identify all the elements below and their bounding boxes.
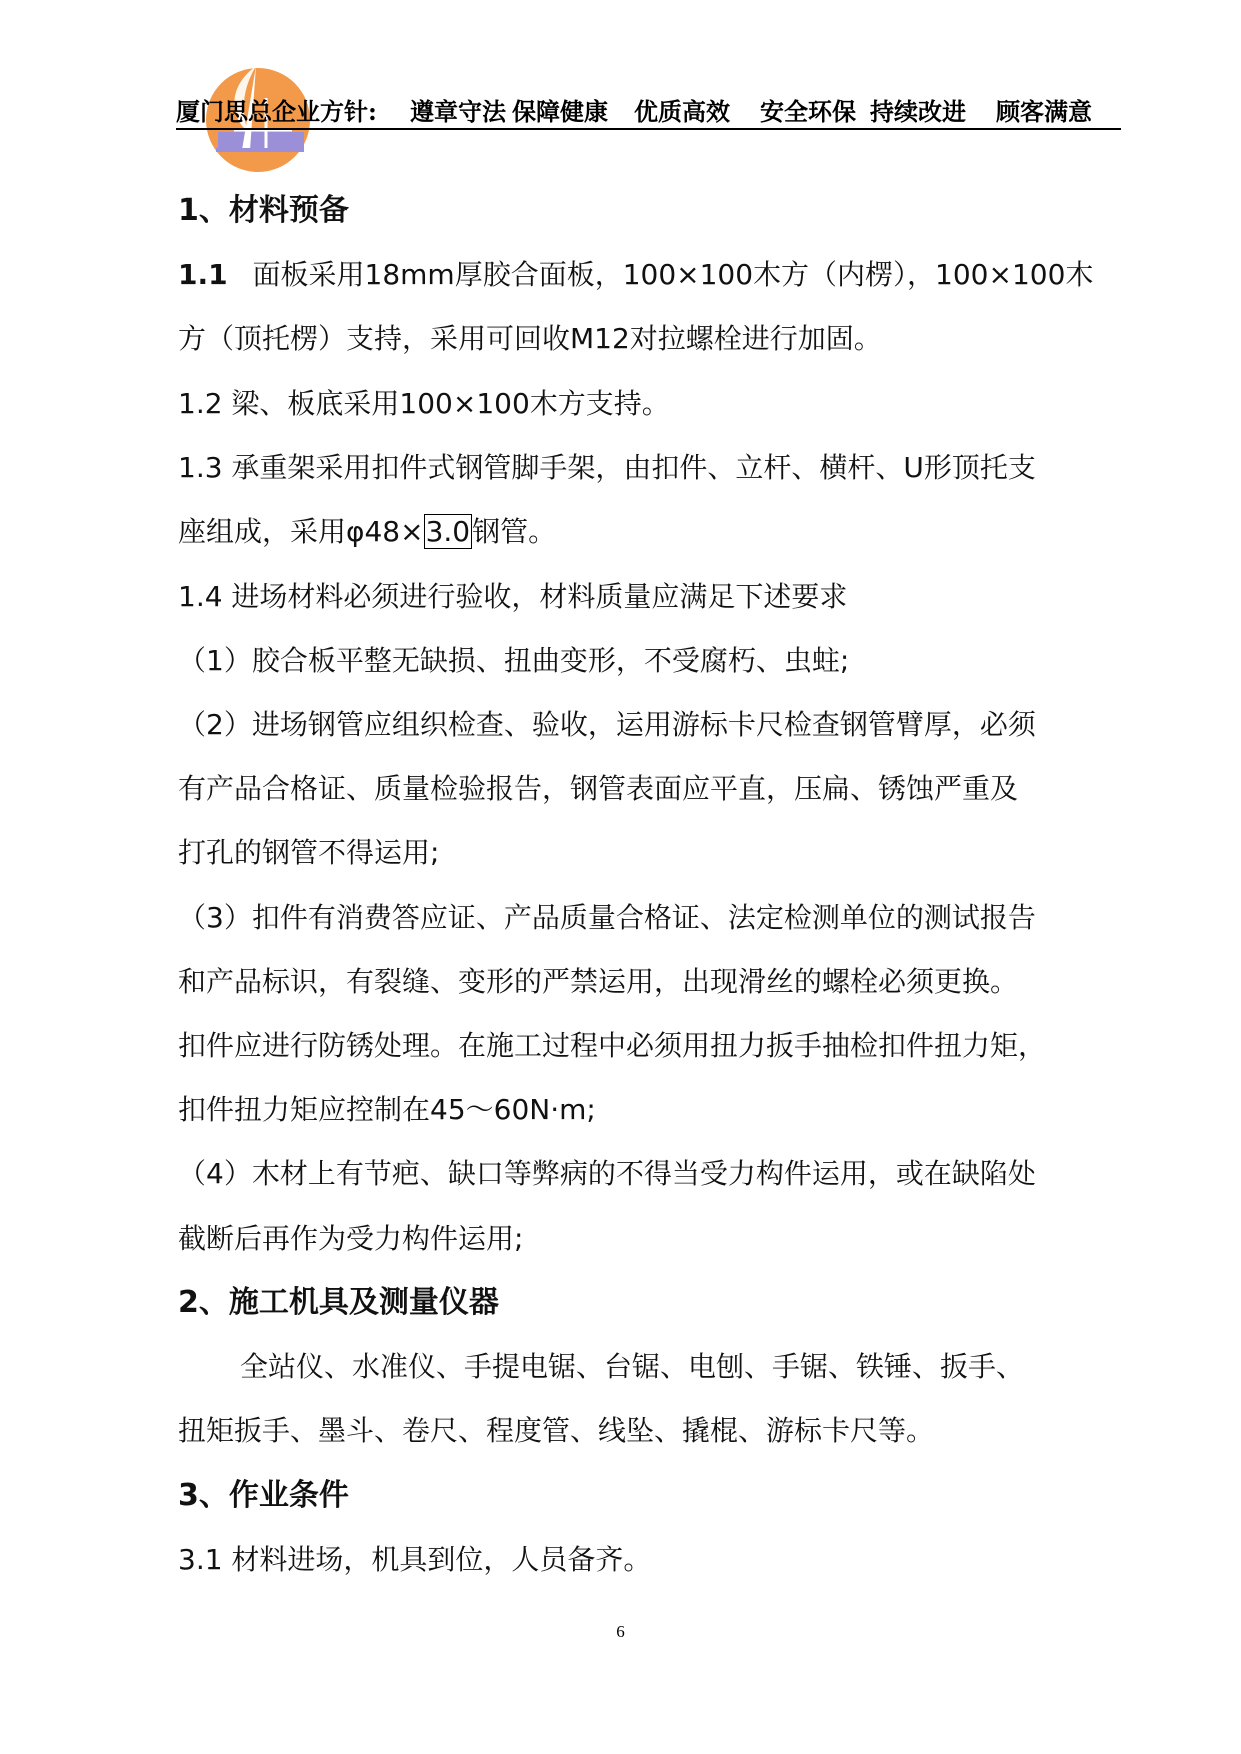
paragraph-1-3-post: 钢管。 <box>472 515 557 548</box>
section-3-title: 3、作业条件 <box>178 1478 349 1513</box>
header-policy <box>176 88 1121 130</box>
paragraph-1-4: 1.4 进场材料必须进行验收，材料质量应满足下述要求 <box>178 580 848 613</box>
header-slogan-2: 保障健康 <box>512 97 608 126</box>
item-3-line-1: （3）扣件有消费答应证、产品质量合格证、法定检测单位的测试报告 <box>178 901 1036 934</box>
header-slogan-3: 优质高效 <box>634 97 730 126</box>
header-policy-label: 厦门思总企业方针: <box>176 97 377 126</box>
section-2-line-1: 全站仪、水准仪、手提电锯、台锯、电刨、手锯、铁锤、扳手、 <box>240 1350 1025 1383</box>
paragraph-1-3-pre: 座组成，采用φ48× <box>178 515 424 548</box>
paragraph-1-1-number: 1.1 <box>178 258 228 291</box>
header-slogan-1: 遵章守法 <box>410 97 506 126</box>
section-1-title: 1、材料预备 <box>178 193 349 228</box>
paragraph-1-2: 1.2 梁、板底采用100×100木方支持。 <box>178 387 670 420</box>
header-slogan-4: 安全环保 <box>760 97 856 126</box>
pipe-thickness-box: 3.0 <box>425 515 471 548</box>
paragraph-1-3-line-1: 1.3 承重架采用扣件式钢管脚手架，由扣件、立杆、横杆、U形顶托支 <box>178 451 1036 484</box>
paragraph-1-1-line-2: 方（顶托楞）支持，采用可回收M12对拉螺栓进行加固。 <box>178 322 882 355</box>
section-2-line-2: 扭矩扳手、墨斗、卷尺、程度管、线坠、撬棍、游标卡尺等。 <box>178 1414 935 1447</box>
item-2-line-1: （2）进场钢管应组织检查、验收，运用游标卡尺检查钢管臂厚，必须 <box>178 708 1036 741</box>
item-3-line-3: 扣件应进行防锈处理。在施工过程中必须用扭力扳手抽检扣件扭力矩， <box>178 1029 1047 1062</box>
paragraph-3-1: 3.1 材料进场，机具到位，人员备齐。 <box>178 1543 652 1576</box>
page-number: 6 <box>616 1622 625 1641</box>
header-slogan-5: 持续改进 <box>870 97 966 126</box>
item-2-line-2: 有产品合格证、质量检验报告，钢管表面应平直，压扁、锈蚀严重及 <box>178 772 1019 805</box>
item-2-line-3: 打孔的钢管不得运用; <box>178 836 440 869</box>
item-4-line-1: （4）木材上有节疤、缺口等弊病的不得当受力构件运用，或在缺陷处 <box>178 1157 1036 1190</box>
item-1: （1）胶合板平整无缺损、扭曲变形，不受腐朽、虫蛀; <box>178 644 850 677</box>
section-2-title: 2、施工机具及测量仪器 <box>178 1285 499 1320</box>
paragraph-1-3-line-2 <box>178 512 556 552</box>
paragraph-1-1-line-1 <box>178 255 1093 295</box>
paragraph-1-1-text: 面板采用18mm厚胶合面板，100×100木方（内楞），100×100木 <box>252 258 1094 291</box>
item-3-line-2: 和产品标识，有裂缝、变形的严禁运用，出现滑丝的螺栓必须更换。 <box>178 965 1019 998</box>
item-4-line-2: 截断后再作为受力构件运用; <box>178 1222 524 1255</box>
item-3-line-4: 扣件扭力矩应控制在45～60N·m; <box>178 1093 596 1126</box>
header-slogan-6: 顾客满意 <box>996 97 1092 126</box>
